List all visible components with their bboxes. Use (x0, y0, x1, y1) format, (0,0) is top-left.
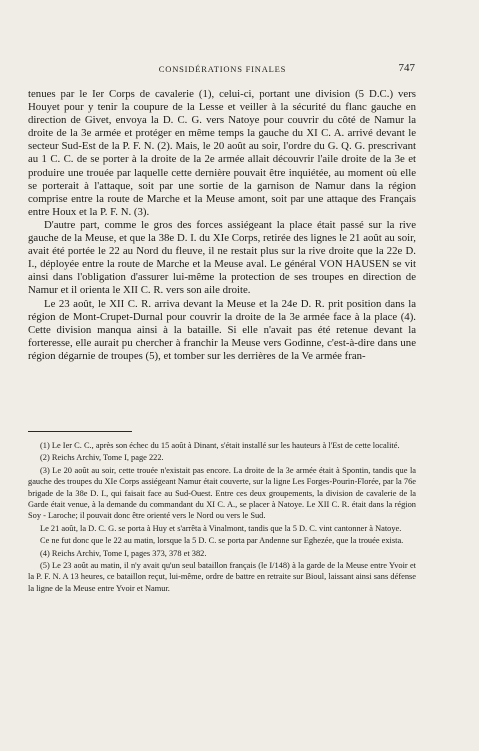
running-title: CONSIDÉRATIONS FINALES (158, 64, 287, 74)
footnote-continuation: Ce ne fut donc que le 22 au matin, lorsque la 5 D. C. se porta par Andenne sur Eghezée, que la trouée exista. (40, 536, 404, 546)
footnote: (4) Reichs Archiv, Tome I, pages 373, 378 et 382. (40, 548, 207, 558)
footnote-divider (28, 431, 132, 432)
paragraph: Le 23 août, le XII C. R. arriva devant la Meuse et la 24e D. R. prit position dans la région de Mont-Crupet-Durnal pour couvrir la droite de la 3e armée face à la place (4). Cette division manqua ainsi à la bataille. Si elle n'avait pas été retenue devant la forteresse, elle aurait pu chercher à franchir la Meuse vers Godinne, c'est-à-dire dans une région dégarnie de troupes (5), et tomber sur les derrières de la Ve armée fran- (28, 297, 416, 362)
main-text (28, 88, 416, 363)
footnote: (2) Reichs Archiv, Tome I, page 222. (40, 453, 164, 463)
footnote: (5) Le 23 août au matin, il n'y avait qu'un seul bataillon français (le I/148) à la garde de la Meuse entre Yvoir et la P. F. N. A 13 heures, ce bataillon reçut, lui-même, ordre de battre en retraite sur Bioul, laissant ainsi sans défense la ligne de la Meuse entre Yvoir et Namur. (28, 561, 416, 593)
footnotes (28, 440, 416, 595)
footnote: (1) Le Ier C. C., après son échec du 15 août à Dinant, s'était installé sur les hauteurs à l'Est de cette localité. (40, 441, 400, 450)
paragraph: tenues par le Ier Corps de cavalerie (1), celui-ci, portant une division (5 D.C.) vers Houyet pour y tenir la coupure de la Lesse et veiller à la sécurité du flanc gauche en direction de Givet, envoya la D. C. G. vers Natoye pour couvrir du côté de Namur la droite de la 3e armée et protéger en même temps la gauche du XI C. A. arrivé devant le secteur Sud-Est de la P. F. N. (2). Mais, le 20 août au soir, l'ordre du G. Q. G. prescrivant au 1 C. C. de se porter à la droite de la 2e armée allait découvrir l'aile droite de la 3e et produire une trouée par laquelle cette dernière pouvait être inquiétée, au moment où elle se porterait à l'attaque, soit par une sortie de la garnison de Namur dans la région comprise entre la route de Marche et la Meuse amont, soit par une attaque des Français entre Houx et la P. F. N. (3). (28, 88, 416, 218)
paragraph: D'autre part, comme le gros des forces assiégeant la place était passé sur la rive gauche de la Meuse, et que la 38e D. I. du XIe Corps, retirée des lignes le 21 août au soir, avait été portée le 22 au Nord du fleuve, il ne restait plus sur la rive droite que la 22e D. I., déployée entre la route de Marche et la Meuse aval. Le général VON HAUSEN se vit ainsi dans l'obligation d'assurer lui-même la protection de ses troupes en direction de Namur et il orienta le XII C. R. vers son aile droite. (28, 218, 416, 297)
footnote-continuation: Le 21 août, la D. C. G. se porta à Huy et s'arrêta à Vinalmont, tandis que la 5 D. C. vint cantonner à Natoye. (40, 523, 402, 533)
page-number: 747 (398, 62, 415, 74)
footnote: (3) Le 20 août au soir, cette trouée n'existait pas encore. La droite de la 3e armée était à Spontin, tandis que la gauche des troupes du XIe Corps assiégeant Namur était couverte, sur la ligne Les Forges-Pourin-Florée, par la 76e brigade de la 38e D. I., qui faisait face au Sud-Ouest. Entre ces deux groupements, la division de cavalerie de la Garde était venue, à la demande du commandant du XI C. A., se placer à Natoye. Le XII C. R. était dans la région Soy - Laroche; il pouvait donc être orienté vers le Nord ou vers le Sud. (28, 465, 416, 521)
page-header (30, 62, 415, 78)
